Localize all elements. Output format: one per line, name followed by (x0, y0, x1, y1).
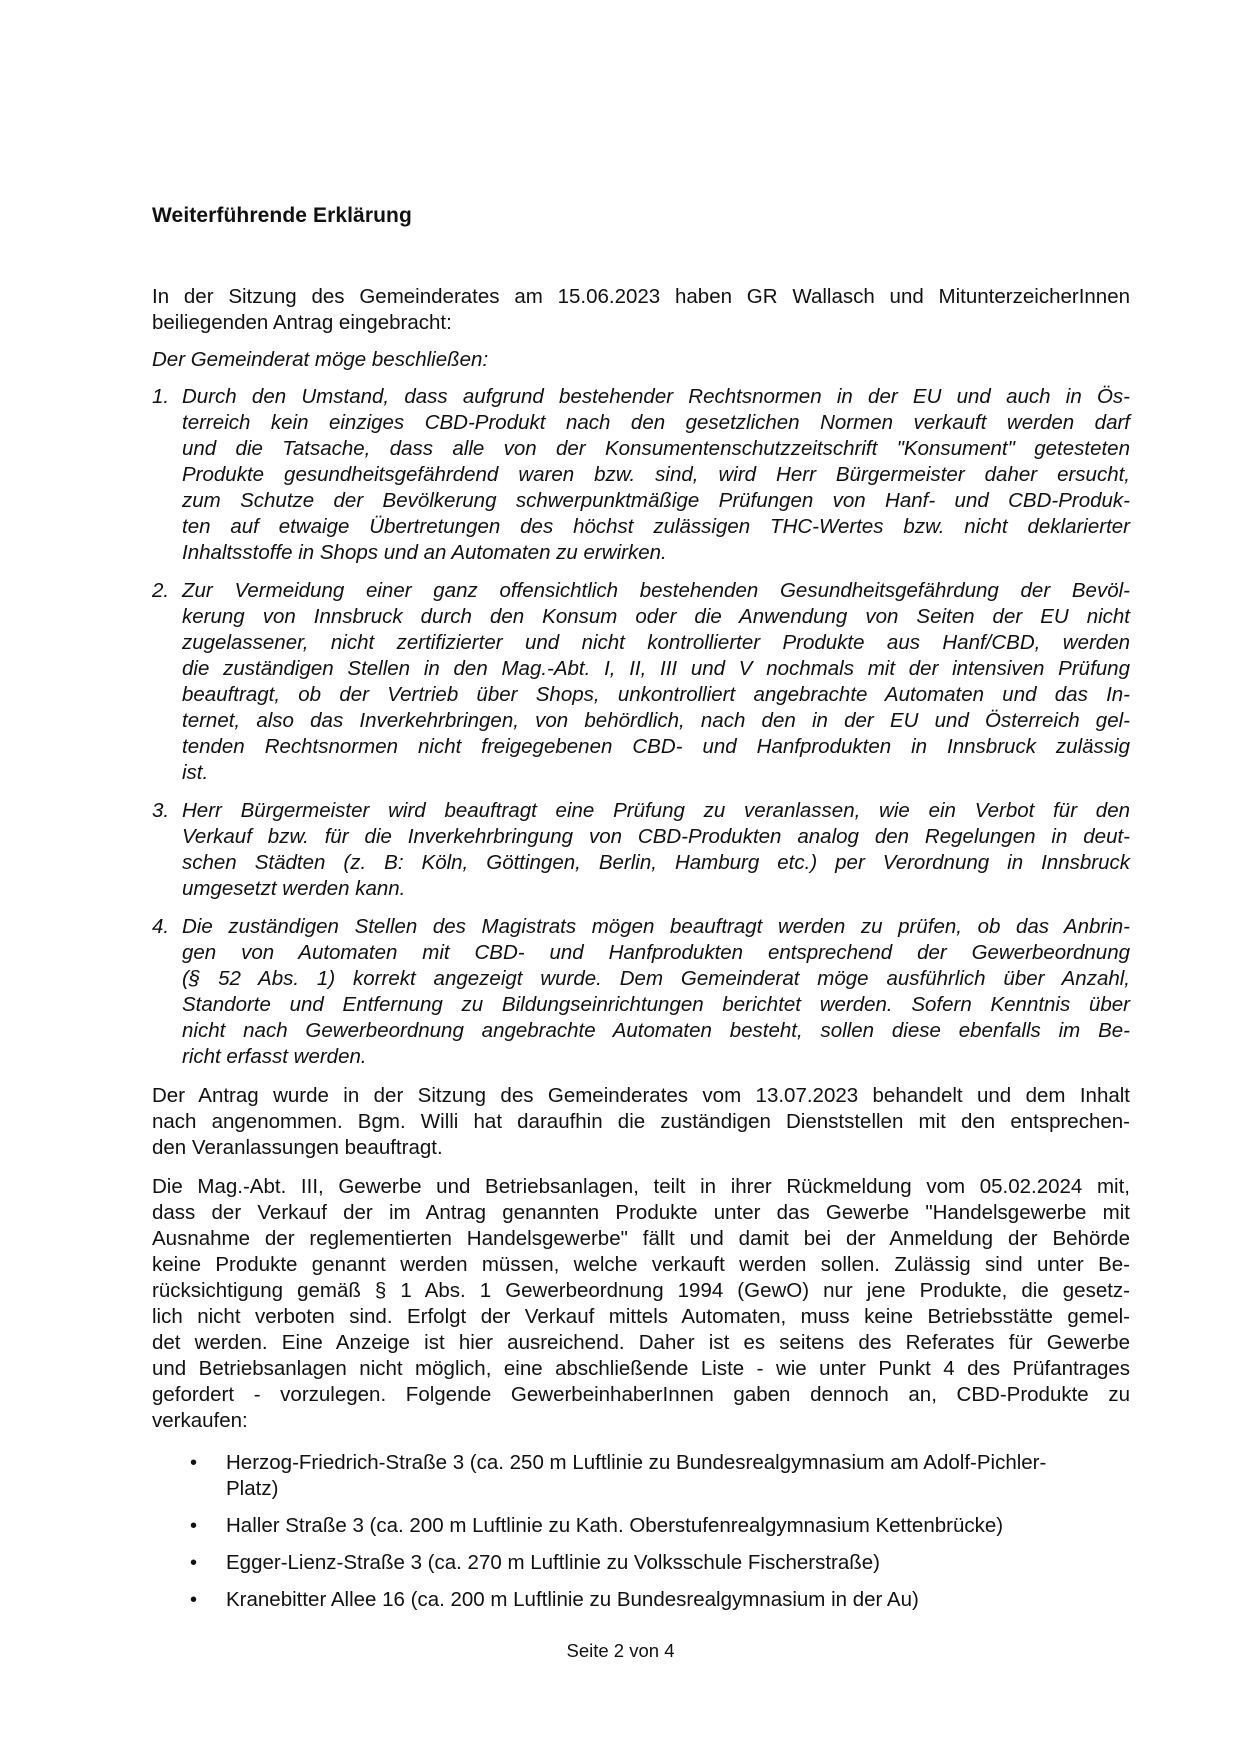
motion-item-line: richt erfasst werden. (182, 1045, 367, 1068)
motion-item-line: ist. (182, 761, 209, 784)
motion-item-line: beauftragt, ob der Vertrieb über Shops, unkontrolliert angebrachte Automaten und das In- (182, 683, 1130, 706)
response-line: verkaufen: (152, 1409, 248, 1432)
motion-item-line: umgesetzt werden kann. (182, 877, 406, 900)
outcome-line: nach angenommen. Bgm. Willi hat daraufhin die zuständigen Dienststellen mit den entsprechen- (152, 1110, 1130, 1133)
motion-item-line: Die zuständigen Stellen des Magistrats mögen beauftragt werden zu prüfen, ob das Anbrin- (182, 915, 1130, 938)
motion-item-line: zugelassener, nicht zertifizierter und nicht kontrollierter Produkte aus Hanf/CBD, werden (182, 631, 1130, 654)
motion-item-line: kerung von Innsbruck durch den Konsum oder die Anwendung von Seiten der EU nicht (182, 605, 1130, 628)
response-line: und Betriebsanlagen nicht möglich, eine abschließende Liste - wie unter Punkt 4 des Prüfantrages (152, 1357, 1130, 1380)
motion-item-line: und die Tatsache, dass alle von der Konsumentenschutzzeitschrift "Konsument" getesteten (182, 437, 1130, 460)
bullet-icon: • (190, 1452, 198, 1474)
response-line: det werden. Eine Anzeige ist hier ausreichend. Daher ist es seitens des Referates für Gewerbe (152, 1331, 1130, 1354)
motion-item-line: terreich kein einziges CBD-Produkt nach den gesetzlichen Normen verkauft werden darf (182, 411, 1130, 434)
motion-item-line: nicht nach Gewerbeordnung angebrachte Automaten besteht, sollen diese ebenfalls im Be- (182, 1019, 1130, 1042)
page-number: Seite 2 von 4 (566, 1640, 675, 1661)
motion-item-line: tenden Rechtsnormen nicht freigegebenen CBD- und Hanfprodukten in Innsbruck zulässig (182, 735, 1130, 758)
response-line: Die Mag.-Abt. III, Gewerbe und Betriebsanlagen, teilt in ihrer Rückmeldung vom 05.02.2024 mit, (152, 1175, 1130, 1198)
motion-item-line: ternet, also das Inverkehrbringen, von behördlich, nach den in der EU und Österreich gel- (182, 709, 1130, 732)
motion-item-line: Durch den Umstand, dass aufgrund bestehender Rechtsnormen in der EU und auch in Ös- (182, 385, 1130, 408)
motion-item-number: 4. (152, 915, 170, 938)
motion-item-line: ten auf etwaige Übertretungen des höchst zulässigen THC-Wertes bzw. nicht deklarierter (182, 515, 1130, 538)
motion-item-number: 2. (152, 579, 170, 602)
response-line: Ausnahme der reglementierten Handelsgewerbe" fällt und damit bei der Anmeldung der Behörde (152, 1227, 1130, 1250)
motion-item-line: Verkauf bzw. für die Inverkehrbringung von CBD-Produkten analog den Regelungen in deut- (182, 825, 1130, 848)
outcome-line: Der Antrag wurde in der Sitzung des Gemeinderates vom 13.07.2023 behandelt und dem Inhalt (152, 1084, 1130, 1107)
motion-item-line: Inhaltsstoffe in Shops und an Automaten zu erwirken. (182, 541, 667, 564)
section-heading: Weiterführende Erklärung (152, 204, 412, 227)
motion-item-line: die zuständigen Stellen in den Mag.-Abt. I, II, III und V nochmals mit der intensiven Prüfung (182, 657, 1130, 680)
motion-item-line: Produkte gesundheitsgefährdend waren bzw. sind, wird Herr Bürgermeister daher ersucht, (182, 463, 1130, 486)
motion-item-line: Zur Vermeidung einer ganz offensichtlich bestehenden Gesundheitsgefährdung der Bevöl- (182, 579, 1130, 602)
response-line: dass der Verkauf der im Antrag genannten Produkte unter das Gewerbe "Handelsgewerbe mit (152, 1201, 1130, 1224)
motion-item-line: schen Städten (z. B: Köln, Göttingen, Berlin, Hamburg etc.) per Verordnung in Innsbruck (182, 851, 1130, 874)
outcome-line: den Veranlassungen beauftragt. (152, 1136, 443, 1159)
motion-item-line: Standorte und Entfernung zu Bildungseinrichtungen berichtet werden. Sofern Kenntnis über (182, 993, 1130, 1016)
response-line: keine Produkte genannt werden müssen, welche verkauft werden sollen. Zulässig sind unter Be- (152, 1253, 1130, 1276)
motion-item-line: (§ 52 Abs. 1) korrekt angezeigt wurde. Dem Gemeinderat möge ausführlich über Anzahl, (182, 967, 1130, 990)
response-line: lich nicht verboten sind. Erfolgt der Verkauf mittels Automaten, muss keine Betriebsstätte gemel- (152, 1305, 1130, 1328)
location-item: Herzog-Friedrich-Straße 3 (ca. 250 m Luftlinie zu Bundesrealgymnasium am Adolf-Pichler- (226, 1451, 1047, 1474)
motion-lead: Der Gemeinderat möge beschließen: (152, 348, 489, 371)
response-line: gefordert - vorzulegen. Folgende GewerbeinhaberInnen gaben dennoch an, CBD-Produkte zu (152, 1383, 1130, 1406)
intro-line: In der Sitzung des Gemeinderates am 15.06.2023 haben GR Wallasch und MitunterzeicherInnen (152, 285, 1130, 308)
motion-item-line: Herr Bürgermeister wird beauftragt eine Prüfung zu veranlassen, wie ein Verbot für den (182, 799, 1130, 822)
bullet-icon: • (190, 1589, 198, 1611)
intro-line: beiliegenden Antrag eingebracht: (152, 311, 452, 334)
motion-item-line: zum Schutze der Bevölkerung schwerpunktmäßige Prüfungen von Hanf- und CBD-Produk- (182, 489, 1130, 512)
response-line: rücksichtigung gemäß § 1 Abs. 1 Gewerbeordnung 1994 (GewO) nur jene Produkte, die gesetz- (152, 1279, 1130, 1302)
motion-item-number: 1. (152, 385, 170, 408)
motion-item-number: 3. (152, 799, 170, 822)
bullet-icon: • (190, 1515, 198, 1537)
location-item: Haller Straße 3 (ca. 200 m Luftlinie zu Kath. Oberstufenrealgymnasium Kettenbrücke) (226, 1514, 1004, 1537)
location-item: Egger-Lienz-Straße 3 (ca. 270 m Luftlinie zu Volksschule Fischerstraße) (226, 1551, 880, 1574)
location-item: Platz) (226, 1477, 279, 1500)
motion-item-line: gen von Automaten mit CBD- und Hanfprodukten entsprechend der Gewerbeordnung (182, 941, 1130, 964)
location-item: Kranebitter Allee 16 (ca. 200 m Luftlinie zu Bundesrealgymnasium in der Au) (226, 1588, 919, 1611)
bullet-icon: • (190, 1552, 198, 1574)
